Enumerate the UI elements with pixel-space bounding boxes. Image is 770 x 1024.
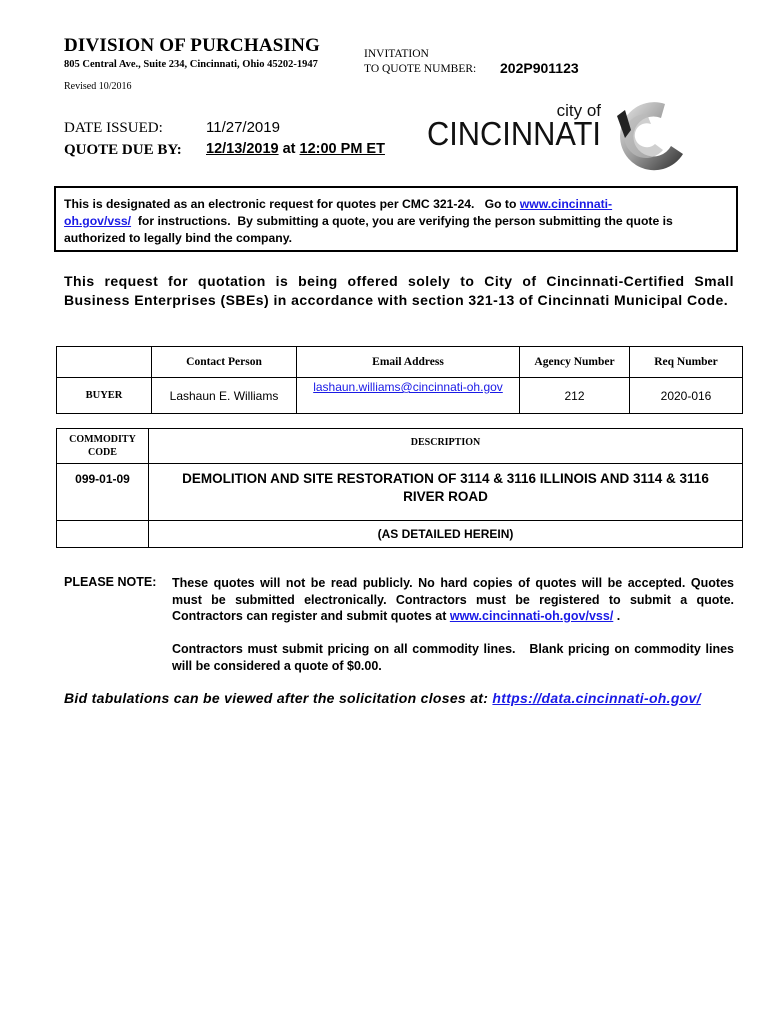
division-address: 805 Central Ave., Suite 234, Cincinnati, Ohio 45202-1947 xyxy=(64,59,318,70)
commodity-code-header-line2: CODE xyxy=(88,447,117,458)
quote-due-date: 12/13/2019 xyxy=(206,141,279,157)
commodity-table-header xyxy=(57,429,743,464)
quote-due-label: QUOTE DUE BY: xyxy=(64,142,182,158)
vss-link-continued[interactable]: oh.gov/vss/ xyxy=(64,214,132,228)
register-vss-link[interactable]: www.cincinnati-oh.gov/vss/ xyxy=(449,609,614,623)
please-note-end: . xyxy=(613,609,621,623)
commodity-code-header xyxy=(57,429,149,464)
bid-tabulations-text: Bid tabulations can be viewed after the solicitation closes at: xyxy=(64,690,493,706)
vss-link[interactable]: www.cincinnati- xyxy=(519,197,613,211)
quote-due-at: at xyxy=(278,141,300,157)
city-of-cincinnati-logo xyxy=(425,94,690,174)
commodity-code-header-line1: COMMODITY xyxy=(69,434,136,445)
revised-date: Revised 10/2016 xyxy=(64,81,132,92)
please-note-text xyxy=(172,575,734,625)
notice-text: This is designated as an electronic request for quotes per CMC 321-24. Go to xyxy=(64,197,520,211)
commodity-description: DEMOLITION AND SITE RESTORATION OF 3114 & 3116 ILLINOIS AND 3114 & 3116 RIVER ROAD xyxy=(149,464,743,521)
description-header: DESCRIPTION xyxy=(149,429,743,464)
logo-c-mark-icon xyxy=(617,102,683,170)
agency-number: 212 xyxy=(520,378,630,414)
contact-table xyxy=(56,346,743,414)
invitation-line1: INVITATION xyxy=(364,48,429,60)
please-note-body: These quotes will not be read publicly. No hard copies of quotes will be accepted. Quotes must be submitted electronically. Contractors must be registered to submit a quote. Contractors can register and submit quotes at xyxy=(172,576,734,623)
header-email-address: Email Address xyxy=(297,347,520,378)
logo-city-of: city of xyxy=(556,101,601,120)
header-agency-number: Agency Number xyxy=(520,347,630,378)
invitation-label xyxy=(364,47,476,77)
table-row xyxy=(57,521,743,548)
pricing-note: Contractors must submit pricing on all commodity lines. Blank pricing on commodity lines will be considered a quote of $0.00. xyxy=(172,642,738,673)
table-row xyxy=(57,378,743,414)
bid-tabulations-link[interactable]: https://data.cincinnati-oh.gov/ xyxy=(492,690,701,706)
commodity-table xyxy=(56,428,743,548)
date-issued-label: DATE ISSUED: xyxy=(64,120,163,136)
please-note-label: PLEASE NOTE: xyxy=(64,575,157,589)
commodity-code: 099-01-09 xyxy=(57,464,149,521)
email-cell xyxy=(297,378,520,414)
header-blank xyxy=(57,347,152,378)
header-contact-person: Contact Person xyxy=(152,347,297,378)
date-issued-value: 11/27/2019 xyxy=(206,119,280,136)
contact-person: Lashaun E. Williams xyxy=(152,378,297,414)
electronic-request-notice xyxy=(54,186,738,252)
quote-due-time: 12:00 PM ET xyxy=(299,141,385,157)
buyer-email-link[interactable]: lashaun.williams@cincinnati-oh.gov xyxy=(313,380,503,394)
logo-name: CINCINNATI xyxy=(427,115,601,152)
division-title: DIVISION OF PURCHASING xyxy=(64,35,321,56)
bid-tabulations-note xyxy=(64,690,701,706)
sbe-paragraph: This request for quotation is being offered solely to City of Cincinnati-Certified Small Business Enterprises (SBEs) in accordance with section 321-13 of Cincinnati Municipal Code. xyxy=(64,273,734,308)
table-row xyxy=(57,464,743,521)
invitation-line2: TO QUOTE NUMBER: xyxy=(364,63,477,75)
quote-number: 202P901123 xyxy=(500,60,579,76)
quote-due-value xyxy=(206,141,385,157)
header-req-number: Req Number xyxy=(630,347,743,378)
buyer-label: BUYER xyxy=(57,378,152,414)
notice-text-continued: for instructions. By submitting a quote, you are verifying the person submitting the quote is authorized to legally bind the company. xyxy=(64,214,677,245)
contact-table-header xyxy=(57,347,743,378)
blank-code-cell xyxy=(57,521,149,548)
req-number: 2020-016 xyxy=(630,378,743,414)
detail-note: (AS DETAILED HEREIN) xyxy=(149,521,743,548)
